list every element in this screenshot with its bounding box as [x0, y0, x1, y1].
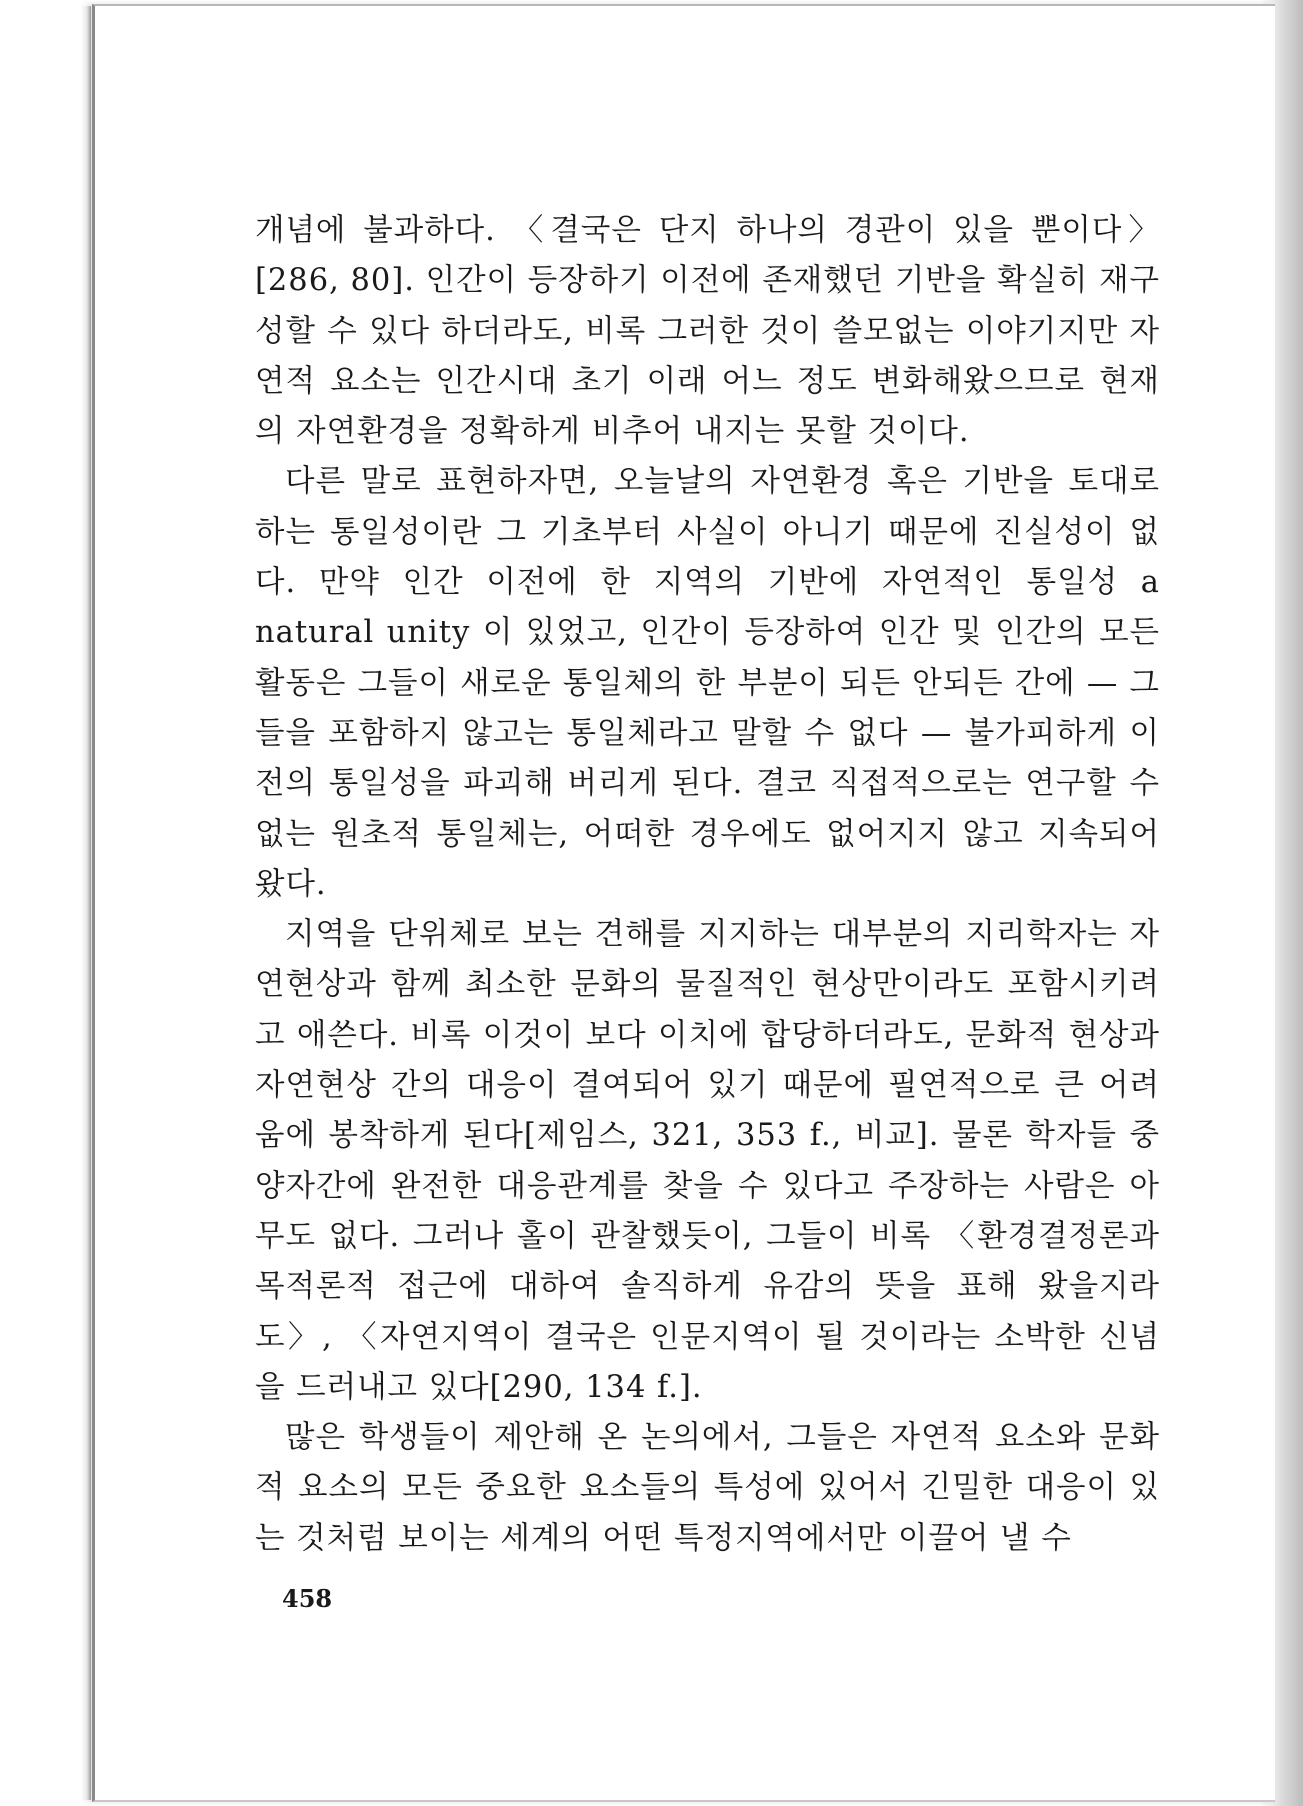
page-number: 458 — [282, 1584, 333, 1613]
paragraph-1: 개념에 불과하다. 〈결국은 단지 하나의 경관이 있을 뿐이다〉 [286, 80]. 인간이 등장하기 이전에 존재했던 기반을 확실히 재구성할 수 있다 하더라도, 비록 그러한 것이 쓸모없는 이야기지만 자연적 요소는 인간시대 초기 이래 어느 정도 변화해왔으므로 현재의 자연환경을 정확하게 비추어 내지는 못할 것이다. — [255, 213, 1160, 450]
paragraph-2: 다른 말로 표현하자면, 오늘날의 자연환경 혹은 기반을 토대로 하는 통일성이란 그 기초부터 사실이 아니기 때문에 진실성이 없다. 만약 인간 이전에 한 지역의 기반에 자연적인 통일성 a natural unity 이 있었고, 인간이 등장하여 인간 및 인간의 모든 활동은 그들이 새로운 통일체의 한 부분이 되든 안되든 간에 — 그들을 포함하지 않고는 통일체라고 말할 수 없다 — 불가피하게 이전의 통일성을 파괴해 버리게 된다. 결코 직접적으로는 연구할 수 없는 원초적 통일체는, 어떠한 경우에도 없어지지 않고 지속되어 왔다. — [255, 464, 1160, 902]
body-text — [255, 206, 1160, 1564]
paragraph-4: 많은 학생들이 제안해 온 논의에서, 그들은 자연적 요소와 문화적 요소의 모든 중요한 요소들의 특성에 있어서 긴밀한 대응이 있는 것처럼 보이는 세계의 어떤 특정지역에서만 이끌어 낼 수 — [255, 1420, 1160, 1556]
paragraph-3: 지역을 단위체로 보는 견해를 지지하는 대부분의 지리학자는 자연현상과 함께 최소한 문화의 물질적인 현상만이라도 포함시키려고 애쓴다. 비록 이것이 보다 이치에 합당하더라도, 문화적 현상과 자연현상 간의 대응이 결여되어 있기 때문에 필연적으로 큰 어려움에 봉착하게 된다[제임스, 321, 353 f., 비교]. 물론 학자들 중 양자간에 완전한 대응관계를 찾을 수 있다고 주장하는 사람은 아무도 없다. 그러나 홀이 관찰했듯이, 그들이 비록 〈환경결정론과 목적론적 접근에 대하여 솔직하게 유감의 뜻을 표해 왔을지라도〉, 〈자연지역이 결국은 인문지역이 될 것이라는 소박한 신념을 드러내고 있다[290, 134 f.]. — [255, 917, 1160, 1405]
